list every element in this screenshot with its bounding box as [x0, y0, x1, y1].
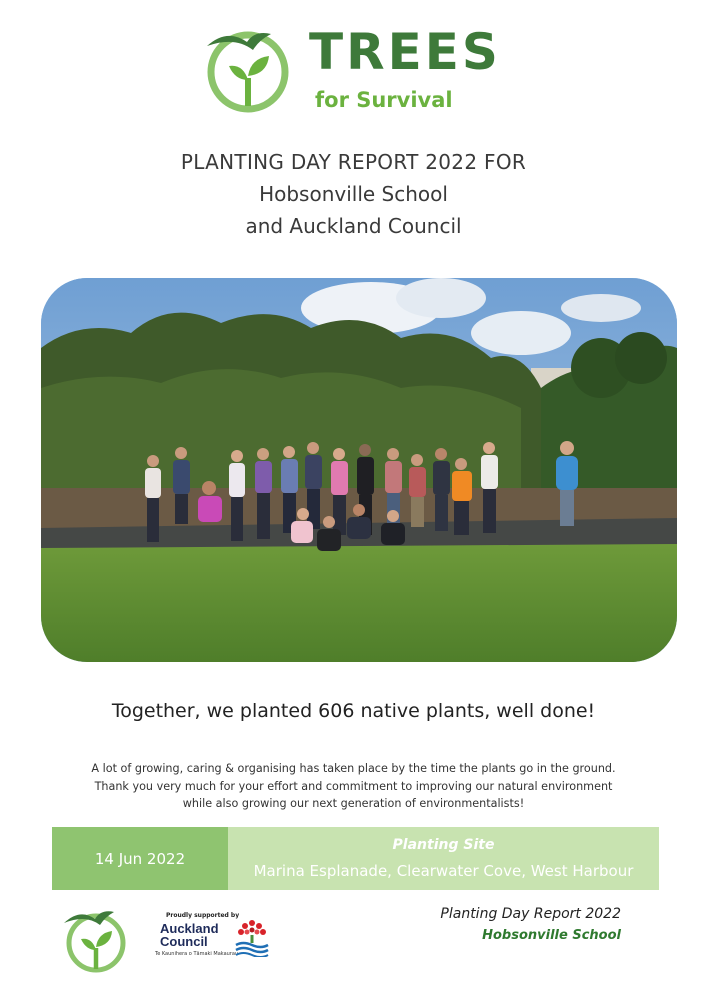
pohutukawa-emblem-icon	[234, 917, 270, 957]
planting-site-label: Planting Site	[392, 837, 495, 853]
brand-subtitle: for Survival	[315, 88, 453, 112]
footer-school-name: Hobsonville School	[482, 928, 621, 943]
planting-site	[228, 827, 659, 890]
heading-line-3: and Auckland Council	[245, 214, 462, 238]
council-name-line-2: Council	[160, 934, 208, 949]
thank-you-text	[60, 760, 647, 813]
heading-line-2: Hobsonville School	[259, 182, 448, 206]
council-name	[160, 922, 219, 948]
body-line-3: while also growing our next generation of environmentalists!	[182, 797, 525, 810]
council-maori-name: Te Kaunihera o Tāmaki Makaurau	[155, 951, 239, 957]
seedling-circle-icon	[205, 22, 291, 114]
footer-report-title: Planting Day Report 2022	[440, 906, 621, 922]
body-line-2: Thank you very much for your effort and commitment to improving our natural environment	[94, 779, 613, 793]
footer-report-info	[440, 903, 621, 947]
report-heading	[0, 146, 707, 242]
trees-for-survival-logo	[205, 22, 501, 117]
council-name-line-1: Auckland	[160, 921, 219, 936]
planting-date: 14 Jun 2022	[52, 827, 228, 890]
auckland-council-logo	[152, 912, 272, 962]
body-line-1: A lot of growing, caring & organising has taken place by the time the plants go in the ground.	[91, 762, 616, 775]
group-photo	[41, 278, 677, 662]
heading-line-1: PLANTING DAY REPORT 2022 FOR	[180, 150, 527, 174]
planting-info-band	[52, 827, 659, 890]
seedling-circle-icon	[62, 903, 130, 973]
planting-statement: Together, we planted 606 native plants, well done!	[111, 700, 596, 722]
supporter-caption: Proudly supported by	[166, 912, 240, 919]
planting-site-value: Marina Esplanade, Clearwater Cove, West Harbour	[253, 862, 634, 880]
brand-title: TREES	[309, 23, 501, 81]
